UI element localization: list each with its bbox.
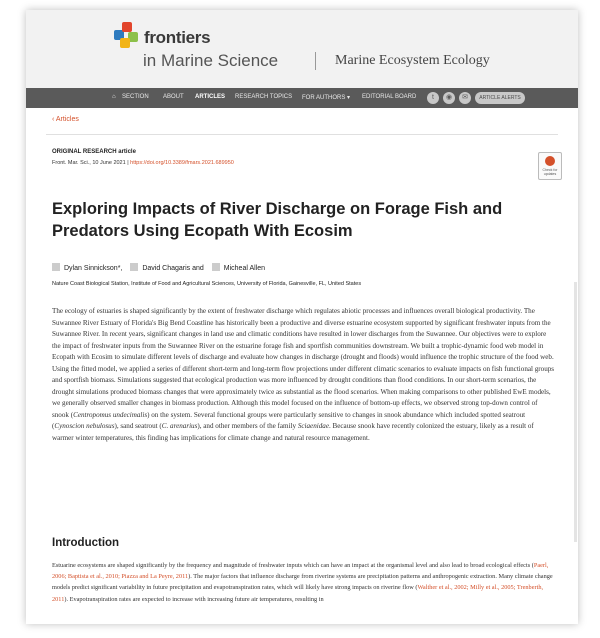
author-name: Micheal Allen [223,265,266,272]
author-name: Dylan Sinnickson*, [64,265,123,272]
author-list [52,263,271,272]
scrollbar[interactable] [574,282,577,542]
abstract [52,306,555,444]
reference-link[interactable]: Paerl, 2006; Baptista et al., 2010; Piazza and La Peyre, 2011 [52,562,549,581]
rss-icon[interactable]: ◉ [443,92,455,104]
article-title: Exploring Impacts of River Discharge on Forage Fish and Predators Using Ecopath With Ecosim [52,200,503,240]
avatar [212,263,220,271]
badge-label: Check for updates [542,168,558,176]
intro-heading: Introduction [52,537,120,549]
article-alerts-button[interactable]: ARTICLE ALERTS [475,92,525,104]
email-icon[interactable]: ✉ [459,92,471,104]
nav-item-for-authors[interactable]: FOR AUTHORS ▾ [302,95,351,101]
abstract-text: ) on the system. Several functional groups were particularly sensitive to changes in snook abundance which included spotted seatrout ( [52,410,526,430]
nav-item-editorial-board[interactable]: EDITORIAL BOARD [362,94,417,100]
species-name: Centropomus undecimalis [73,410,148,419]
check-for-updates-badge[interactable] [538,152,562,180]
citation [52,160,234,166]
author-name: David Chagaris and [142,265,204,272]
intro-text: ). The major factors that influence discharge from riverine systems are precipitation patterns and anthropogenic extraction. Many climate change models predict significant variability in future precipitation and evapotranspiration rates, which will likely have strong impacts on riverine flow ( [52,573,553,592]
avatar [130,263,138,271]
abstract-text: ), sand seatrout ( [114,422,162,430]
twitter-icon[interactable]: t [427,92,439,104]
nav-item-about[interactable]: ABOUT [163,94,184,100]
breadcrumb[interactable]: ‹ Articles [52,116,79,123]
header-divider [315,52,316,70]
nav-item-research-topics[interactable]: RESEARCH TOPICS [235,94,293,100]
author[interactable] [212,263,265,272]
reference-link[interactable]: Walther et al., 2002; Milly et al., 2005; Trenberth, 2011 [52,584,544,603]
abstract-text: ), and other members of the family [197,422,298,430]
article-page [26,10,578,624]
avatar [52,263,60,271]
main-nav [26,88,578,108]
section-name[interactable]: Marine Ecosystem Ecology [335,53,490,68]
affiliation: Nature Coast Biological Station, Institute of Food and Agricultural Sciences, University of Florida, Gainesville, FL, United States [52,281,362,287]
nav-item-section[interactable]: SECTION [122,94,149,100]
update-icon [545,156,555,166]
divider [46,134,558,135]
home-icon[interactable]: ⌂ [112,94,116,100]
author[interactable] [130,263,203,272]
nav-item-articles[interactable]: ARTICLES [195,94,225,100]
species-name: C. arenarius [161,422,198,430]
intro-paragraph [52,560,555,605]
abstract-text: . Because snook have recently colonized the estuary, likely as a result of warmer winter temperatures, this finding has implications for climate change and natural resource management. [52,422,534,442]
site-header [26,10,578,88]
abstract-text: The ecology of estuaries is shaped significantly by the extent of freshwater discharge which regulates abiotic processes and influences overall biological productivity. The Suwannee River Estuary of Florida's Big Bend Coastline has historically been a productive and diverse estuarine ecosystem supported by significant freshwater inputs from the Suwannee River. In recent years, significant changes in land use and climatic conditions have resulted in lower discharges from the Suwannee. Our objectives were to explore the impact of freshwater inputs from the Suwannee River on the estuarine forage fish and sportfish communities downstream. We built a trophic-dynamic food web model in Ecopath with Ecosim to simulate different levels of discharge and evaluate how changes in discharge (drought and floods) would influence the trophic structure of the food web. Using the fitted model, we applied a series of different short-term and long-term flow projections under different climatic scenarios to evaluate impacts on fish functional groups and sportfish biomass. Simulations suggested that ecological production was more influenced by drought conditions than flood conditions. In our short-term scenarios, the drought simulations produced biomass changes that were approximately twice as substantial as the flood scenarios. When making comparisons to other published EwE models, we generally observed smaller changes in biomass production. Although this model focused on the influence of bottom-up effects, we observed strong top-down control of snook ( [52,307,555,419]
journal-name[interactable]: in Marine Science [143,51,279,70]
author[interactable] [52,263,122,272]
frontiers-logo-icon[interactable] [114,20,142,52]
brand-name[interactable]: frontiers [144,28,211,47]
species-name: Sciaenidae [297,422,329,430]
doi-link[interactable]: https://doi.org/10.3389/fmars.2021.689950 [130,160,234,166]
intro-text: Estuarine ecosystems are shaped significantly by the frequency and magnitude of freshwater inputs which can have an impact at the organismal level and also lead to broad ecological effects ( [52,562,534,569]
article-type: ORIGINAL RESEARCH article [52,149,136,155]
citation-text: Front. Mar. Sci., 10 June 2021 | [52,160,131,166]
intro-text: ). Evapotranspiration rates are expected to increase with increasing future air temperatures, resulting in [64,595,324,603]
species-name: Cynoscion nebulosus [54,422,115,430]
